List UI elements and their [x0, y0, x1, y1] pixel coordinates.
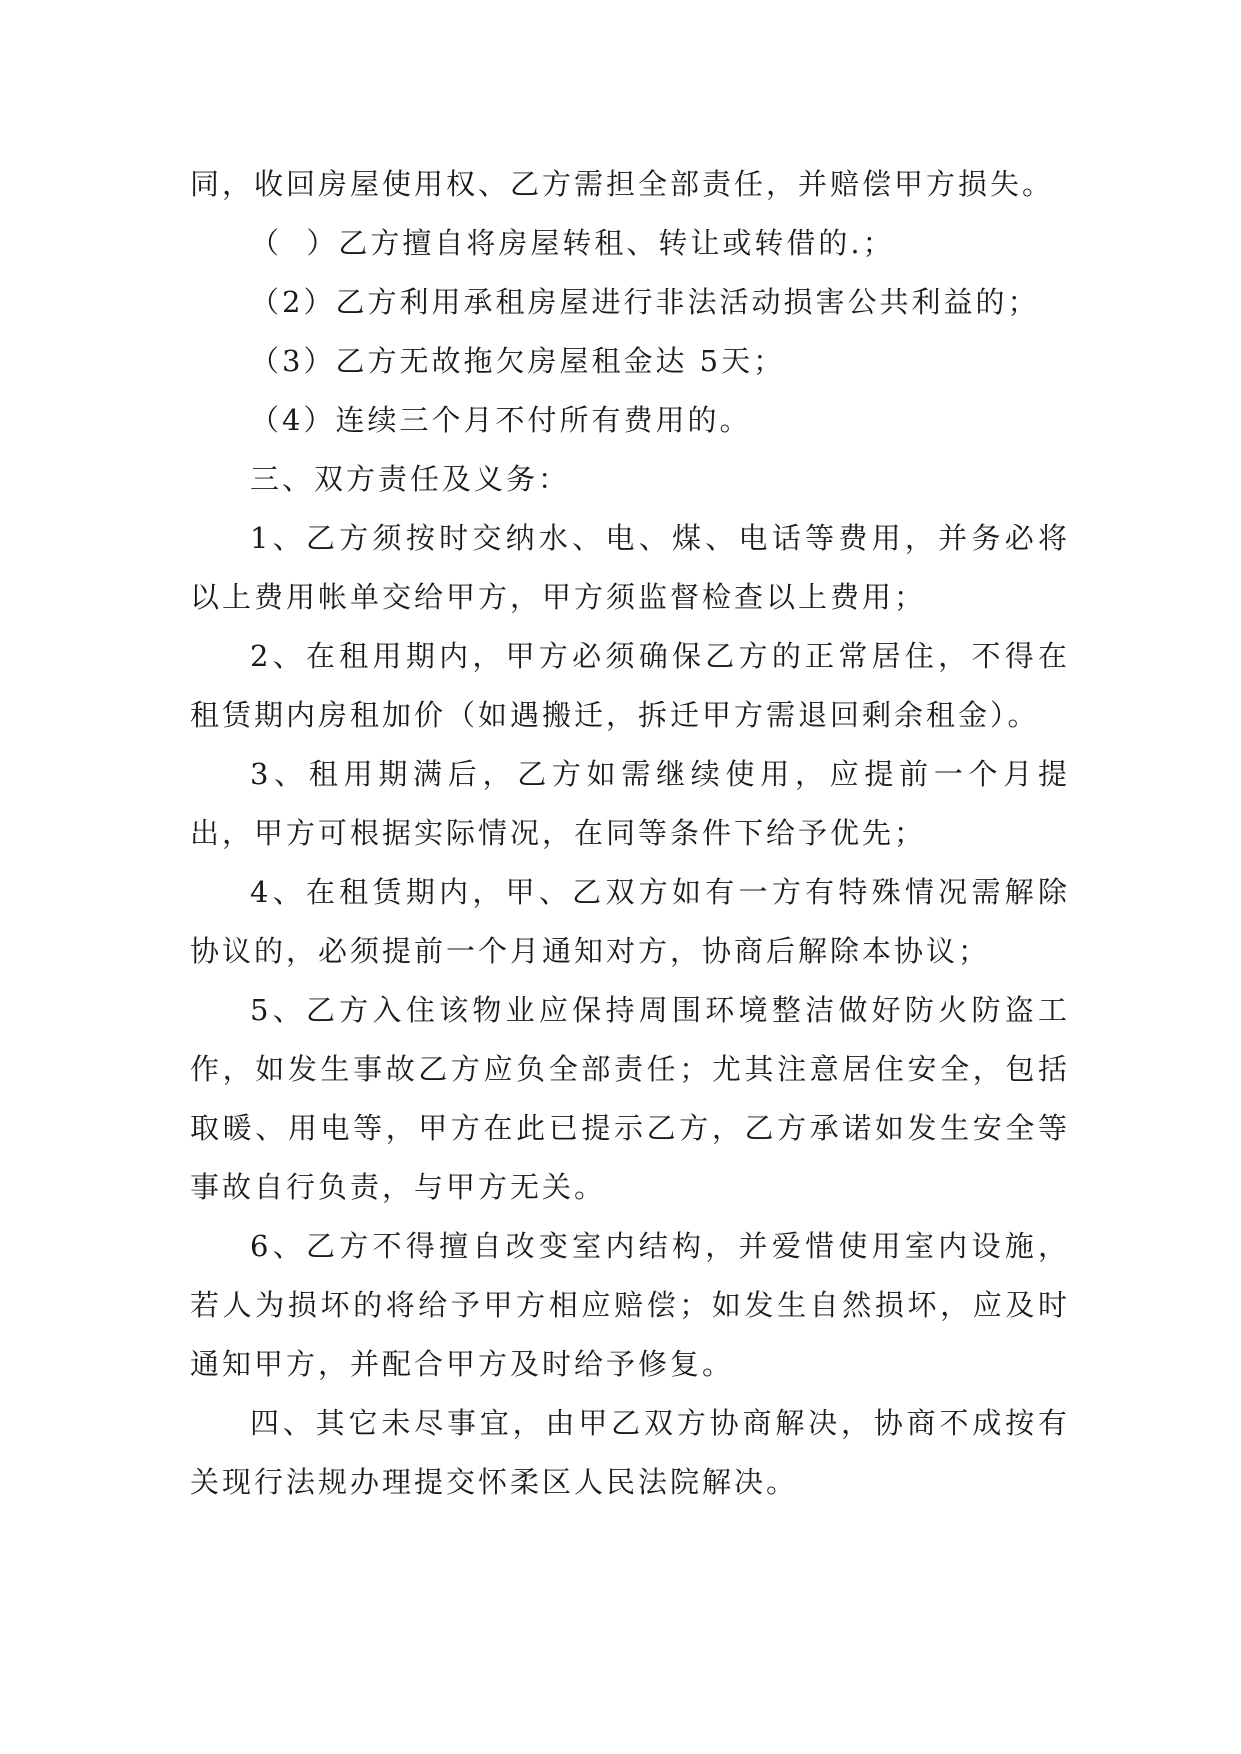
list-item-clause-3: （3）乙方无故拖欠房屋租金达 5天；	[250, 344, 786, 378]
list-item-clause-1: （ ）乙方擅自将房屋转租、转让或转借的.；	[250, 226, 895, 260]
paragraph-continuation: 同，收回房屋使用权、乙方需担全部责任，并赔偿甲方损失。	[190, 167, 1055, 201]
obligation-item-4: 4、在租赁期内，甲、乙双方如有一方有特殊情况需解除协议的，必须提前一个月通知对方，协商后解除本协议；	[190, 875, 1070, 968]
obligation-item-3: 3、租用期满后，乙方如需继续使用，应提前一个月提出，甲方可根据实际情况，在同等条件下给予优先；	[190, 757, 1070, 850]
obligation-item-5: 5、乙方入住该物业应保持周围环境整洁做好防火防盗工作，如发生事故乙方应负全部责任；尤其注意居住安全，包括取暖、用电等，甲方在此已提示乙方，乙方承诺如发生安全等事故自行负责，与甲方无关。	[190, 993, 1070, 1204]
section-heading-obligations: 三、双方责任及义务：	[250, 462, 571, 496]
list-item-clause-2: （2）乙方利用承租房屋进行非法活动损害公共利益的；	[250, 285, 1040, 319]
obligation-item-2: 2、在租用期内，甲方必须确保乙方的正常居住，不得在租赁期内房租加价（如遇搬迁，拆迁甲方需退回剩余租金）。	[190, 639, 1070, 732]
obligation-item-1: 1、乙方须按时交纳水、电、煤、电话等费用，并务必将以上费用帐单交给甲方，甲方须监督检查以上费用；	[190, 521, 1070, 614]
section-other-matters: 四、其它未尽事宜，由甲乙双方协商解决，协商不成按有关现行法规办理提交怀柔区人民法院解决。	[190, 1406, 1070, 1499]
obligation-item-6: 6、乙方不得擅自改变室内结构，并爱惜使用室内设施，若人为损坏的将给予甲方相应赔偿；如发生自然损坏，应及时通知甲方，并配合甲方及时给予修复。	[190, 1229, 1070, 1381]
document-body	[190, 155, 1070, 1512]
list-item-clause-4: （4）连续三个月不付所有费用的。	[250, 403, 752, 437]
